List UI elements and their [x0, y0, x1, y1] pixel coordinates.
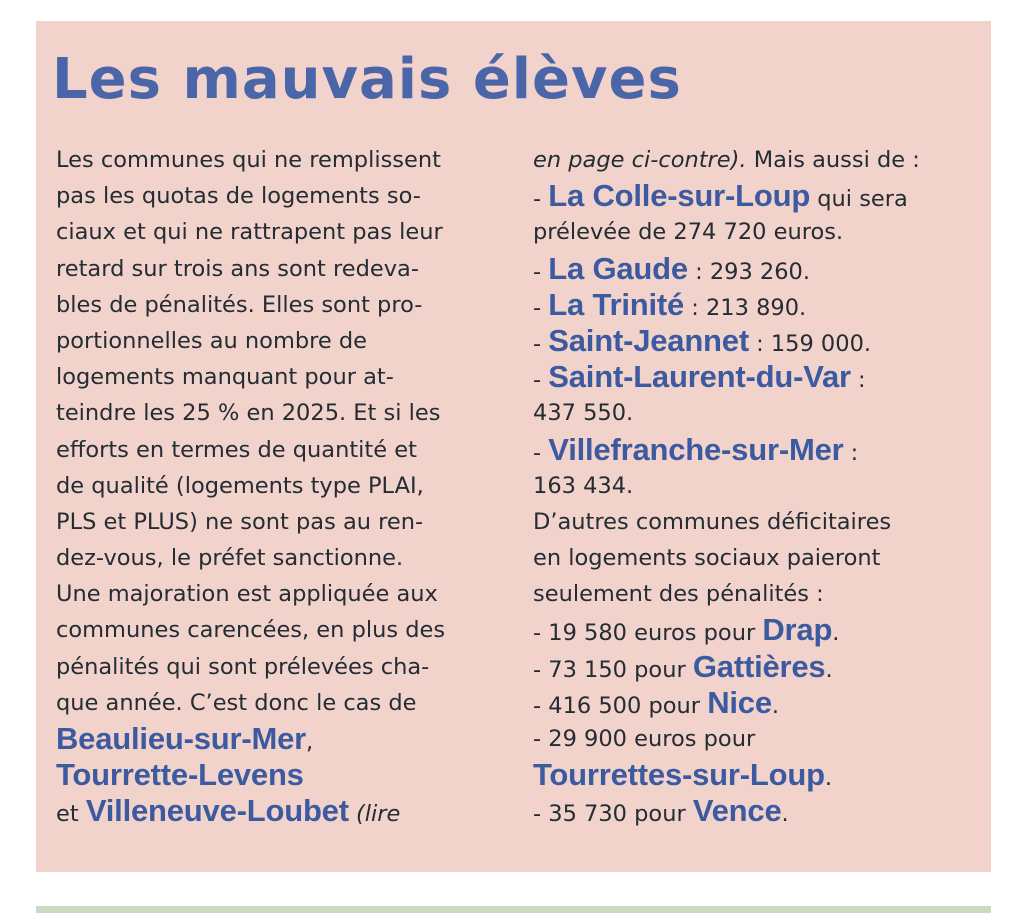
text-line: pas les quotas de logements so- [56, 183, 421, 210]
text-line: teindre les 25 % en 2025. Et si les [56, 400, 441, 427]
text-line: 437 550. [533, 400, 634, 427]
text-line [533, 178, 973, 214]
text-line: Les communes qui ne remplissent [56, 147, 441, 173]
text-line [533, 793, 973, 829]
town-tourrettes-sur-loup: Tourrettes-sur-Loup [533, 757, 825, 793]
penalty-value: : 213 890. [684, 294, 807, 321]
text-line: D’autres communes déficitaires [533, 508, 892, 535]
punctuation: , [306, 729, 314, 755]
town-villefranche-sur-mer: Villefranche-sur-Mer [548, 431, 844, 467]
text-line [533, 287, 973, 323]
text-line [533, 359, 973, 395]
text-line: efforts en termes de quantité et [56, 436, 417, 463]
punctuation: . [771, 692, 780, 719]
text-line [56, 721, 506, 757]
right-column [533, 142, 973, 830]
conjunction: et [56, 801, 86, 828]
text-line: ciaux et qui ne rattrapent pas leur [56, 219, 443, 246]
text-line: dez-vous, le préfet sanctionne. [56, 545, 404, 572]
text-line: - 29 900 euros pour [533, 726, 756, 752]
list-dash: - [533, 439, 549, 466]
text-line: logements manquant pour at- [56, 364, 394, 391]
text-line: en logements sociaux paieront [533, 545, 881, 572]
punctuation: . [781, 801, 789, 828]
text-fragment: - 35 730 pour [533, 801, 693, 828]
text-line [533, 251, 973, 287]
text-line [56, 757, 506, 793]
next-article-bar [36, 906, 991, 913]
town-la-trinite: La Trinité [548, 286, 685, 322]
text-line: Une majoration est appliquée aux [56, 581, 438, 608]
list-dash: - [533, 330, 549, 357]
text-fragment: - 73 150 pour [533, 656, 693, 683]
text-line: de qualité (logements type PLAI, [56, 472, 424, 499]
text-line [533, 649, 973, 685]
town-vence: Vence [692, 793, 782, 829]
town-la-colle-sur-loup: La Colle-sur-Loup [548, 178, 811, 214]
text-fragment: - 19 580 euros pour [533, 620, 763, 647]
town-saint-jeannet: Saint-Jeannet [548, 322, 749, 358]
text-line [533, 323, 973, 359]
text-line: portionnelles au nombre de [56, 327, 368, 354]
text-fragment: - 416 500 pour [533, 692, 708, 719]
text-line: pénalités qui sont prélevées cha- [56, 653, 430, 680]
text-line: retard sur trois ans sont redeva- [56, 255, 419, 282]
list-dash: - [533, 367, 549, 394]
text-line: que année. C’est donc le cas de [56, 689, 417, 716]
text-line [533, 432, 973, 468]
town-saint-laurent-du-var: Saint-Laurent-du-Var [548, 359, 851, 395]
punctuation: : [850, 367, 866, 394]
text-line: PLS et PLUS) ne sont pas au ren- [56, 508, 424, 535]
penalty-value: : 159 000. [748, 330, 872, 357]
article-title: Les mauvais élèves [52, 47, 682, 112]
text-line: prélevée de 274 720 euros. [533, 219, 844, 246]
text-fragment: Mais aussi de : [746, 147, 920, 173]
text-line: bles de pénalités. Elles sont pro- [56, 291, 423, 318]
punctuation: . [824, 765, 832, 792]
text-line: 163 434. [533, 472, 634, 499]
penalty-value: : 293 260. [687, 258, 811, 285]
list-dash: - [533, 258, 549, 285]
town-tourrette-levens: Tourrette-Levens [56, 757, 304, 793]
text-line: communes carencées, en plus des [56, 617, 446, 644]
town-drap: Drap [762, 612, 833, 648]
reference-note: (lire [348, 801, 401, 828]
punctuation: . [832, 620, 840, 647]
town-gattieres: Gattières [692, 648, 826, 684]
reference-note: en page ci-contre). [533, 147, 747, 173]
list-dash: - [533, 186, 549, 213]
list-dash: - [533, 294, 549, 321]
left-column [56, 142, 506, 830]
punctuation: : [843, 439, 859, 466]
text-line [533, 612, 973, 648]
town-nice: Nice [707, 684, 772, 720]
text-line [533, 757, 973, 793]
town-la-gaude: La Gaude [548, 250, 688, 286]
punctuation: . [825, 656, 833, 683]
text-line: seulement des pénalités : [533, 581, 824, 608]
town-villeneuve-loubet: Villeneuve-Loubet [85, 793, 349, 829]
text-line [56, 793, 506, 829]
text-line [533, 685, 973, 721]
text-fragment: qui sera [810, 186, 908, 213]
text-line [533, 142, 973, 178]
town-beaulieu-sur-mer: Beaulieu-sur-Mer [56, 721, 307, 756]
